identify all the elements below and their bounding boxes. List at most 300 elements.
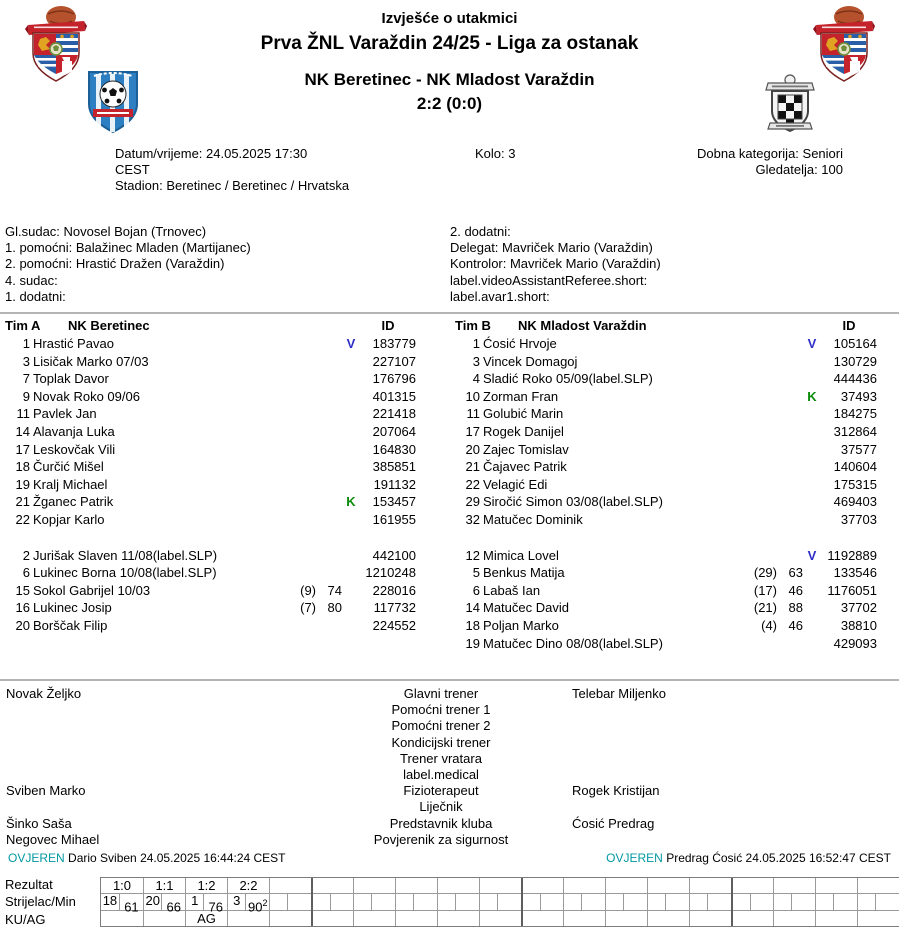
player-name: Lukinec Borna 10/08(label.SLP) [33, 565, 217, 581]
staff-row [0, 799, 899, 815]
sub-replaced-number [280, 423, 316, 441]
scorer-minute-cells [101, 893, 143, 915]
sub-minute [777, 370, 803, 388]
staff-role-label: Povjerenik za sigurnost [373, 831, 509, 847]
goal-event-column [101, 878, 143, 926]
goal-minute-cell [456, 894, 479, 910]
sub-minute [777, 388, 803, 406]
running-score-cell [816, 878, 857, 894]
goal-event-column [227, 878, 269, 926]
player-row [455, 441, 877, 459]
staff-role-label: Predstavnik kluba [389, 815, 493, 831]
player-id: 164830 [372, 441, 416, 457]
sub-replaced-number: (17) [753, 582, 777, 598]
sub-minute [316, 405, 342, 423]
player-number: 1 [22, 336, 30, 351]
staff-role-label: Liječnik [419, 799, 463, 815]
player-name: Lukinec Josip [33, 600, 112, 616]
player-name: Čurčić Mišel [33, 459, 104, 475]
ku-ag-cell [396, 911, 437, 926]
goal-minute: 61 [124, 899, 139, 915]
scorer-number-cell [313, 894, 331, 910]
home-signature [8, 851, 286, 865]
player-role-mark [342, 476, 360, 494]
scorer-number-cell: 18 [101, 894, 120, 910]
sub-minute [316, 423, 342, 441]
scorer-minute-cells [606, 894, 647, 911]
running-score-cell [523, 878, 563, 894]
match-stadium: Stadion: Beretinec / Beretinec / Hrvatska [115, 178, 350, 193]
team-a-starters [5, 335, 416, 529]
team-a-name: NK Beretinec [68, 318, 150, 333]
goal-minute-stoppage: 2 [262, 898, 268, 908]
ku-ag-cell [648, 911, 689, 926]
home-verified-badge: OVJEREN [8, 851, 65, 865]
player-id: 153457 [372, 494, 416, 510]
player-role-mark [342, 458, 360, 476]
player-role-mark [342, 370, 360, 388]
goal-event-column [563, 878, 605, 926]
player-name: Sokol Gabrijel 10/03 [33, 582, 151, 598]
sub-minute [316, 476, 342, 494]
player-row [455, 458, 877, 476]
player-role-mark [342, 564, 360, 582]
final-score: 2:2 (0:0) [416, 94, 483, 113]
player-name: Kopjar Karlo [33, 511, 105, 527]
player-row [455, 353, 877, 371]
player-role-mark: K [807, 388, 817, 404]
goal-minute-cell [288, 894, 311, 910]
team-b-id-header: ID [842, 318, 856, 333]
ku-ag-cell [774, 911, 815, 926]
player-name: Toplak Davor [33, 371, 109, 387]
sub-replaced-number [741, 476, 777, 494]
goal-minute: 66 [166, 899, 181, 915]
player-row [5, 441, 416, 459]
player-name: Vincek Domagoj [483, 353, 578, 369]
staff-role-label: Glavni trener [403, 686, 479, 701]
goal-event-column [143, 878, 185, 926]
away-verified-badge: OVJEREN [606, 851, 663, 865]
player-id: 221418 [372, 406, 416, 422]
sub-minute [316, 458, 342, 476]
sub-minute [316, 493, 342, 511]
sub-replaced-number [280, 388, 316, 406]
player-name: Matučec Dino 08/08(label.SLP) [483, 635, 663, 651]
goal-timeline-grid [100, 877, 899, 927]
sub-replaced-number [741, 335, 777, 353]
sub-replaced-number [280, 547, 316, 565]
goal-minute-cell [792, 894, 815, 910]
player-row [455, 423, 877, 441]
player-name: Poljan Marko [483, 617, 559, 633]
sub-replaced-number [280, 335, 316, 353]
player-role-mark [803, 635, 821, 653]
sub-minute [777, 547, 803, 565]
staff-role-label: Pomoćni trener 1 [391, 702, 491, 718]
running-score-cell [774, 878, 815, 894]
player-row [455, 617, 877, 635]
player-role-mark [342, 441, 360, 459]
sub-replaced-number [741, 458, 777, 476]
player-role-mark [342, 405, 360, 423]
player-id: 224552 [372, 617, 416, 633]
player-row [455, 476, 877, 494]
player-name: Novak Roko 09/06 [33, 388, 140, 404]
sub-replaced-number [741, 388, 777, 406]
ku-ag-cell: AG [197, 911, 216, 926]
goal-event-column [605, 878, 647, 926]
official-line: 1. pomoćni: Balažinec Mladen (Martijanec) [5, 240, 251, 256]
player-number: 22 [15, 511, 30, 527]
sub-minute: 63 [788, 565, 803, 581]
goal-event-column [815, 878, 857, 926]
player-role-mark [803, 423, 821, 441]
sub-minute: 46 [788, 582, 803, 598]
ku-ag-cell [733, 911, 773, 926]
sub-replaced-number [741, 511, 777, 529]
player-row [5, 458, 416, 476]
team-a-substitutes [5, 547, 416, 635]
player-number: 14 [465, 600, 480, 616]
goal-minute-cell [414, 894, 437, 910]
official-line: 4. sudac: [5, 272, 58, 288]
sub-replaced-number [741, 405, 777, 423]
staff-away-name: Telebar Miljenko [572, 686, 666, 701]
player-row [5, 370, 416, 388]
goal-minute-cell [582, 894, 605, 910]
player-role-mark [342, 547, 360, 565]
player-id: 37493 [840, 388, 877, 404]
official-line: Delegat: Mavriček Mario (Varaždin) [450, 240, 653, 256]
staff-row [0, 735, 899, 751]
goal-minute-cell [246, 894, 269, 915]
sub-replaced-number [280, 370, 316, 388]
scorer-number-cell [648, 894, 666, 910]
player-id: 1192889 [827, 547, 877, 563]
player-row [5, 547, 416, 565]
player-role-mark [342, 353, 360, 371]
player-number: 19 [465, 635, 480, 651]
staff-role-label: Pomoćni trener 2 [391, 718, 491, 734]
scorer-minute-cells [816, 894, 857, 911]
player-role-mark [803, 493, 821, 511]
sub-replaced-number [280, 405, 316, 423]
scorer-minute-cells [523, 894, 563, 911]
staff-row [0, 767, 899, 783]
player-number: 19 [15, 476, 30, 492]
official-line: 2. dodatni: [450, 224, 511, 239]
running-score-cell: 1:2 [186, 878, 227, 894]
team-a-id-header: ID [381, 318, 395, 333]
player-role-mark [803, 582, 821, 600]
officials-right-column [450, 224, 661, 305]
player-name: Benkus Matija [483, 565, 565, 581]
official-line: Gl.sudac: Novosel Bojan (Trnovec) [5, 224, 207, 239]
team-b-label: Tim B [455, 318, 491, 333]
goal-event-column [857, 878, 899, 926]
player-id: 1210248 [365, 565, 416, 581]
player-row [455, 388, 877, 406]
staff-row [0, 718, 899, 734]
player-name: Labaš Ian [483, 582, 541, 598]
sub-replaced-number [741, 493, 777, 511]
report-title: Izvješće o utakmici [381, 10, 518, 27]
goal-minute-cell [204, 894, 227, 915]
player-name: Alavanja Luka [33, 423, 115, 439]
sub-replaced-number [280, 441, 316, 459]
scorer-number-cell [733, 894, 751, 910]
sub-minute: 88 [788, 600, 803, 616]
match-info-right [697, 146, 843, 178]
scorer-row-label: Strijelac/Min [5, 894, 76, 910]
team-b-header [455, 317, 877, 335]
player-id: 38810 [840, 617, 877, 633]
goal-minute-cell [498, 894, 521, 910]
scorer-minute-cells [648, 894, 689, 911]
scorer-number-cell [774, 894, 792, 910]
player-id: 228016 [372, 582, 416, 598]
goal-minute: 90 [247, 899, 263, 915]
player-role-mark [342, 617, 360, 635]
player-id: 37702 [840, 600, 877, 616]
match-info-left [115, 146, 350, 194]
player-number: 21 [15, 494, 30, 510]
ku-ag-cell [313, 911, 353, 926]
goal-event-column [353, 878, 395, 926]
player-role-mark: V [346, 336, 356, 351]
player-id: 130729 [833, 353, 877, 369]
player-id: 105164 [833, 336, 877, 351]
official-line: label.videoAssistantReferee.short: [450, 272, 648, 288]
player-row [5, 511, 416, 529]
match-title: NK Beretinec - NK Mladost Varaždin [304, 70, 595, 89]
bench-gap [5, 529, 416, 547]
scorer-minute-cells [564, 894, 605, 911]
sub-replaced-number: (9) [300, 582, 316, 598]
scorer-number-cell [564, 894, 582, 910]
player-number: 18 [15, 459, 30, 475]
running-score-cell [313, 878, 353, 894]
running-score-cell [690, 878, 731, 894]
goal-minute-cell [162, 894, 185, 915]
player-id: 191132 [373, 476, 416, 492]
player-number: 4 [472, 371, 480, 387]
player-name: Kralj Michael [33, 476, 108, 492]
sub-replaced-number: (29) [753, 565, 777, 581]
player-name: Matučec Dominik [483, 511, 583, 527]
player-id: 183779 [372, 336, 416, 351]
player-name: Leskovčak Vili [33, 441, 116, 457]
player-number: 3 [472, 353, 480, 369]
scorer-minute-cells [774, 894, 815, 911]
player-number: 20 [15, 617, 30, 633]
goal-minute: 76 [208, 899, 223, 915]
player-number: 21 [465, 459, 480, 475]
goal-event-column [269, 878, 311, 926]
player-row [5, 582, 416, 600]
player-name: Velagić Edi [483, 476, 548, 492]
player-role-mark [803, 476, 821, 494]
sub-minute [777, 423, 803, 441]
player-id: 161955 [372, 511, 416, 527]
goal-minute-cell [876, 894, 899, 910]
player-number: 20 [465, 441, 480, 457]
player-role-mark [803, 405, 821, 423]
scorer-number-cell [858, 894, 876, 910]
official-line: Kontrolor: Mavriček Mario (Varaždin) [450, 256, 661, 272]
player-role-mark [803, 353, 821, 371]
player-number: 6 [22, 565, 30, 581]
goal-minute-cell [834, 894, 857, 910]
player-id: 444436 [833, 371, 877, 387]
player-row [5, 599, 416, 617]
player-row [5, 617, 416, 635]
scorer-minute-cells [186, 893, 227, 915]
player-name: Čajavec Patrik [483, 459, 567, 475]
sub-minute: 74 [327, 582, 342, 598]
player-name: Golubić Marin [483, 406, 564, 422]
player-name: Siročić Simon 03/08(label.SLP) [483, 494, 663, 510]
away-signature-text: Predrag Ćosić 24.05.2025 16:52:47 CEST [666, 851, 891, 865]
scorer-number-cell [396, 894, 414, 910]
sub-minute [316, 335, 342, 353]
player-row [455, 335, 877, 353]
ku-ag-cell [523, 911, 563, 926]
player-name: Borščak Filip [33, 617, 108, 633]
ku-ag-cell [354, 911, 395, 926]
player-number: 11 [466, 406, 480, 422]
player-id: 442100 [372, 547, 416, 563]
ku-ag-cell [480, 911, 521, 926]
sub-minute [316, 511, 342, 529]
running-score-cell: 2:2 [228, 878, 269, 894]
player-name: Sladić Roko 05/09(label.SLP) [483, 371, 653, 387]
player-id: 401315 [372, 388, 416, 404]
sub-minute [777, 511, 803, 529]
sub-minute [316, 617, 342, 635]
ku-ag-cell [438, 911, 479, 926]
bench-gap [455, 529, 877, 547]
goal-event-column [689, 878, 731, 926]
scorer-number-cell [816, 894, 834, 910]
staff-home-name: Šinko Saša [6, 815, 72, 831]
player-id: 37703 [840, 511, 877, 527]
sub-minute [316, 547, 342, 565]
player-role-mark [803, 458, 821, 476]
sub-replaced-number [280, 511, 316, 529]
goal-timeline-row-labels [5, 876, 76, 928]
sub-replaced-number [741, 547, 777, 565]
player-row [5, 335, 416, 353]
scorer-number-cell: 1 [186, 894, 204, 910]
goal-minute-cell [666, 894, 689, 910]
staff-away-name: Rogek Kristijan [572, 783, 660, 799]
staff-home-name: Sviben Marko [6, 783, 86, 799]
running-score-cell [270, 878, 311, 894]
player-row [5, 353, 416, 371]
player-name: Hrastić Pavao [33, 336, 114, 351]
player-number: 11 [16, 406, 30, 422]
goal-minute-cell [372, 894, 395, 910]
match-attendance: Gledatelja: 100 [755, 162, 843, 177]
player-row [5, 423, 416, 441]
player-id: 117732 [373, 600, 416, 616]
goal-minute-cell [708, 894, 731, 910]
running-score-cell [733, 878, 773, 894]
player-role-mark [342, 423, 360, 441]
player-row [455, 564, 877, 582]
player-name: Zorman Fran [483, 388, 559, 404]
scorer-number-cell [606, 894, 624, 910]
team-a-roster [0, 317, 450, 635]
sub-minute [777, 476, 803, 494]
goal-event-column [773, 878, 815, 926]
player-id: 385851 [372, 459, 416, 475]
divider-top [0, 312, 899, 314]
sub-replaced-number [280, 564, 316, 582]
team-a-label: Tim A [5, 318, 41, 333]
player-role-mark [803, 511, 821, 529]
player-number: 3 [22, 353, 30, 369]
team-b-name: NK Mladost Varaždin [518, 318, 647, 333]
goal-minute-cell [624, 894, 647, 910]
player-id: 140604 [833, 459, 877, 475]
team-b-substitutes [455, 547, 877, 653]
sub-minute [316, 441, 342, 459]
player-row [5, 476, 416, 494]
scorer-minute-cells [144, 893, 185, 915]
sub-minute [316, 370, 342, 388]
staff-role-label: Fizioterapeut [403, 783, 479, 799]
staff-row [0, 751, 899, 767]
scorer-number-cell [270, 894, 288, 910]
player-name: Jurišak Slaven 11/08(label.SLP) [33, 547, 218, 563]
scorer-minute-cells [228, 893, 269, 915]
ku-ag-cell [564, 911, 605, 926]
signatures-section [0, 851, 899, 867]
scorer-number-cell [690, 894, 708, 910]
scorer-minute-cells [733, 894, 773, 911]
staff-away-name: Ćosić Predrag [572, 815, 655, 831]
sub-minute [777, 493, 803, 511]
staff-home-name: Negovec Mihael [6, 831, 100, 847]
player-row [5, 388, 416, 406]
sub-replaced-number [741, 370, 777, 388]
scorer-number-cell [480, 894, 498, 910]
player-id: 469403 [833, 494, 877, 510]
player-name: Žganec Patrik [33, 494, 114, 510]
player-number: 29 [465, 494, 480, 510]
player-id: 37577 [840, 441, 877, 457]
sub-minute [777, 405, 803, 423]
running-score-cell: 1:0 [101, 878, 143, 894]
player-id: 184275 [833, 406, 877, 422]
player-id: 429093 [833, 635, 877, 651]
running-score-cell [396, 878, 437, 894]
player-row [455, 635, 877, 653]
running-score-cell [648, 878, 689, 894]
player-id: 207064 [372, 423, 416, 439]
sub-replaced-number [280, 493, 316, 511]
team-b-starters [455, 335, 877, 529]
sub-minute [316, 353, 342, 371]
sub-minute [777, 635, 803, 653]
player-row [455, 370, 877, 388]
player-role-mark [803, 617, 821, 635]
goal-event-column [731, 878, 773, 926]
competition-title: Prva ŽNL Varaždin 24/25 - Liga za ostanak [260, 33, 639, 54]
